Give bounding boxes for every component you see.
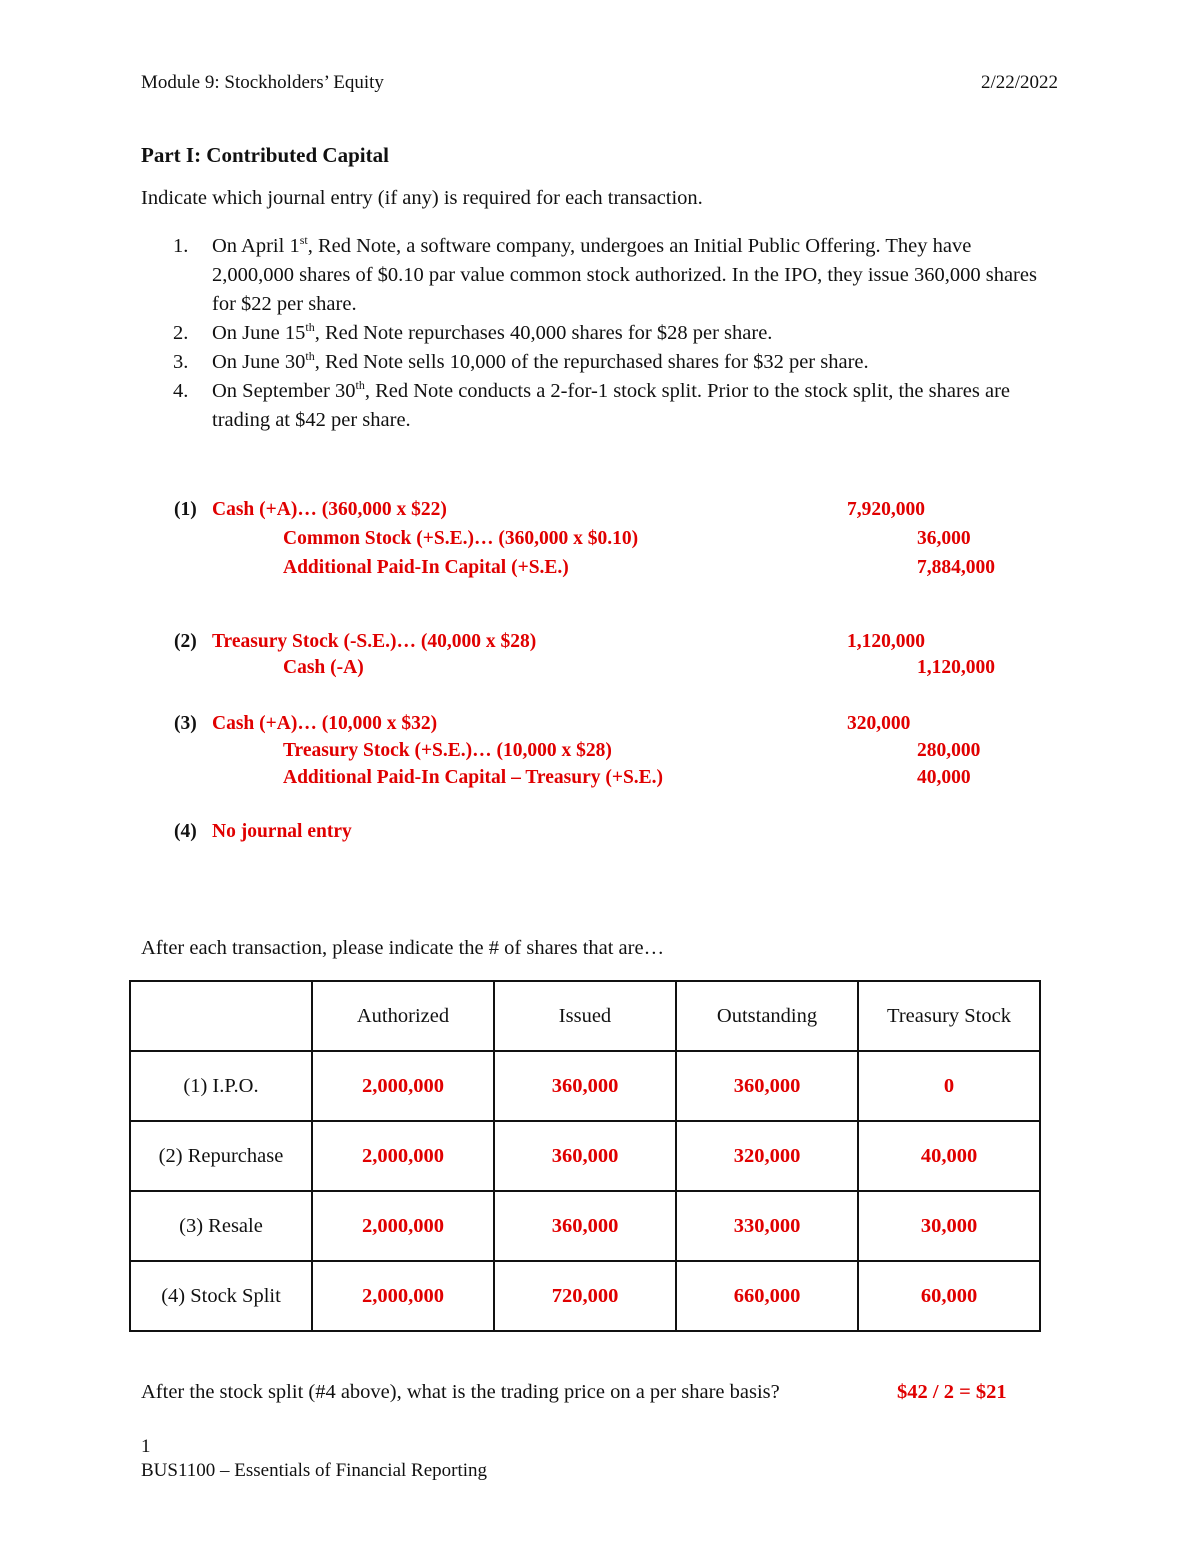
value-cell: 360,000: [494, 1051, 676, 1121]
entry-debit-label: Cash (+A)… (360,000 x $22): [212, 499, 447, 520]
value-cell: 2,000,000: [312, 1191, 494, 1261]
entry-credit-label: Common Stock (+S.E.)… (360,000 x $0.10): [283, 528, 639, 549]
entry-debit-amount: 1,120,000: [847, 631, 925, 652]
value-cell: 360,000: [494, 1191, 676, 1261]
entry-credit-amount: 36,000: [917, 528, 971, 549]
question-text-start: On June 15: [212, 322, 306, 344]
entry-number: (3): [174, 713, 197, 734]
part-title: Part I: Contributed Capital: [141, 143, 389, 167]
question-text-rest: , Red Note conducts a 2-for-1 stock split. Prior to the stock split, the shares are trading at $42 per share.: [212, 380, 1011, 431]
row-label-cell: (4) Stock Split: [130, 1261, 312, 1331]
value-cell: 2,000,000: [312, 1261, 494, 1331]
entry-credit-amount: 40,000: [917, 767, 971, 788]
page-number: 1: [141, 1436, 151, 1457]
table-header-cell: Authorized: [312, 981, 494, 1051]
value-cell: 360,000: [676, 1051, 858, 1121]
question-list: [141, 232, 1051, 435]
final-question-text: After the stock split (#4 above), what is the trading price on a per share basis?: [141, 1381, 780, 1403]
ordinal-suffix: th: [305, 320, 315, 335]
entry-debit-amount: 320,000: [847, 713, 911, 734]
value-cell: 660,000: [676, 1261, 858, 1331]
entry-no-journal-label: No journal entry: [212, 821, 352, 842]
header-date: 2/22/2022: [980, 72, 1058, 93]
question-item: [141, 377, 1051, 435]
question-number: 1.: [173, 235, 189, 257]
instruction-text: Indicate which journal entry (if any) is required for each transaction.: [141, 187, 703, 209]
entry-credit-label: Additional Paid-In Capital (+S.E.): [283, 557, 569, 578]
entry-number: (1): [174, 499, 197, 520]
question-item: [141, 348, 1051, 377]
entry-credit-amount: 7,884,000: [917, 557, 995, 578]
value-cell: 330,000: [676, 1191, 858, 1261]
ordinal-suffix: th: [305, 349, 315, 364]
value-cell: 360,000: [494, 1121, 676, 1191]
table-header-cell: Issued: [494, 981, 676, 1051]
table-header-row: [130, 981, 1040, 1051]
table-row: [130, 1191, 1040, 1261]
entry-credit-amount: 1,120,000: [917, 657, 995, 678]
footer-course-name: BUS1100 – Essentials of Financial Reporting: [141, 1460, 488, 1481]
entry-debit-label: Treasury Stock (-S.E.)… (40,000 x $28): [212, 631, 537, 652]
value-cell: 320,000: [676, 1121, 858, 1191]
value-cell: 40,000: [858, 1121, 1040, 1191]
table-intro-text: After each transaction, please indicate the # of shares that are…: [141, 937, 665, 959]
value-cell: 720,000: [494, 1261, 676, 1331]
table-row: [130, 1051, 1040, 1121]
row-label-cell: (3) Resale: [130, 1191, 312, 1261]
entry-debit-amount: 7,920,000: [847, 499, 925, 520]
question-text-rest: , Red Note repurchases 40,000 shares for $28 per share.: [314, 322, 773, 344]
table-header-cell: Outstanding: [676, 981, 858, 1051]
table-row: [130, 1121, 1040, 1191]
final-answer: $42 / 2 = $21: [897, 1381, 1007, 1403]
entry-credit-label: Additional Paid-In Capital – Treasury (+S.E.): [283, 767, 664, 788]
question-text-start: On April 1: [212, 235, 300, 257]
question-item: [141, 232, 1051, 319]
ordinal-suffix: th: [355, 378, 365, 393]
entry-credit-amount: 280,000: [917, 740, 981, 761]
shares-table: [129, 980, 1041, 1332]
entry-credit-label: Treasury Stock (+S.E.)… (10,000 x $28): [283, 740, 612, 761]
question-number: 4.: [173, 380, 189, 402]
value-cell: 2,000,000: [312, 1121, 494, 1191]
table-header-cell: Treasury Stock: [858, 981, 1040, 1051]
question-text-start: On September 30: [212, 380, 356, 402]
value-cell: 60,000: [858, 1261, 1040, 1331]
row-label-cell: (1) I.P.O.: [130, 1051, 312, 1121]
row-label-cell: (2) Repurchase: [130, 1121, 312, 1191]
table-header-cell: [130, 981, 312, 1051]
question-item: [141, 319, 1051, 348]
entry-credit-label: Cash (-A): [283, 657, 364, 678]
question-number: 2.: [173, 322, 189, 344]
value-cell: 2,000,000: [312, 1051, 494, 1121]
entry-debit-label: Cash (+A)… (10,000 x $32): [212, 713, 438, 734]
value-cell: 0: [858, 1051, 1040, 1121]
question-text-rest: , Red Note sells 10,000 of the repurchased shares for $32 per share.: [314, 351, 869, 373]
header-module-title: Module 9: Stockholders’ Equity: [141, 72, 384, 93]
entry-number: (2): [174, 631, 197, 652]
question-number: 3.: [173, 351, 189, 373]
question-text-start: On June 30: [212, 351, 306, 373]
value-cell: 30,000: [858, 1191, 1040, 1261]
question-text-rest: , Red Note, a software company, undergoes an Initial Public Offering. They have 2,000,000 shares of $0.10 par value common stock authorized. In the IPO, they issue 360,000 shares for $22 per share.: [212, 235, 1037, 315]
table-row: [130, 1261, 1040, 1331]
entry-number: (4): [174, 821, 197, 842]
ordinal-suffix: st: [299, 233, 308, 248]
